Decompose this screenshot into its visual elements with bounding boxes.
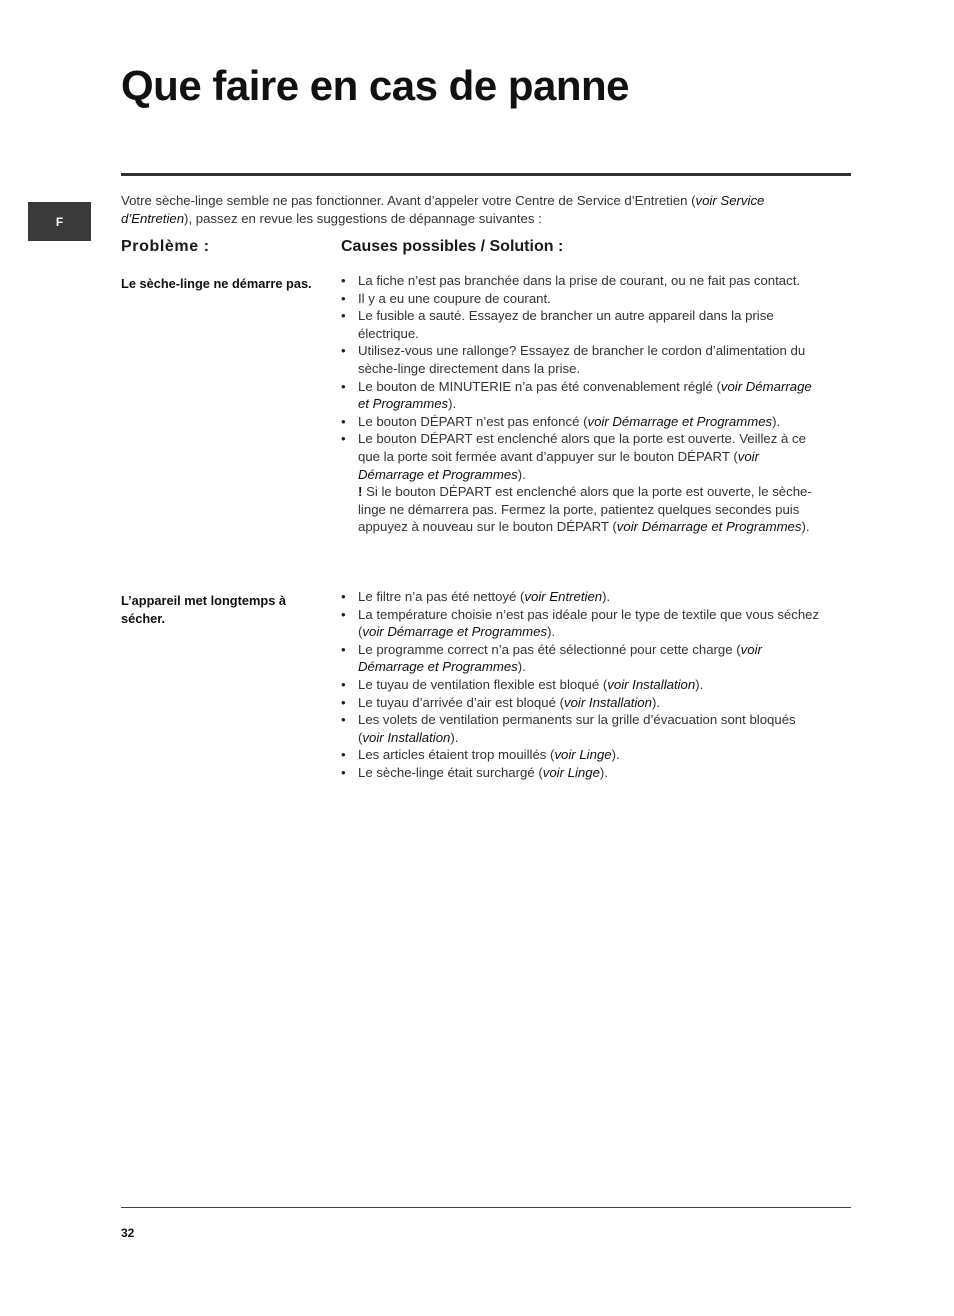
cause-text: Le fusible a sauté. Essayez de brancher un autre appareil dans la prise électrique.: [358, 308, 774, 341]
warning-icon: !: [358, 484, 363, 500]
list-item: [341, 272, 823, 290]
list-item: [341, 290, 823, 308]
warning-text-end: ).: [801, 519, 810, 535]
list-item: [341, 694, 823, 712]
page-number: 32: [121, 1226, 135, 1240]
cause-text-end: ).: [448, 396, 457, 412]
intro-text: Votre sèche-linge semble ne pas fonctionner. Avant d’appeler votre Centre de Service d’Entretien (: [121, 193, 696, 208]
list-item: [341, 430, 823, 536]
causes-list: [341, 272, 823, 536]
cause-text: Utilisez-vous une rallonge? Essayez de brancher le cordon d’alimentation du sèche-linge directement dans la prise.: [358, 343, 806, 376]
intro-reference: voir Service d’Entretien: [121, 193, 765, 226]
causes-list: [341, 588, 823, 782]
list-item: [341, 641, 823, 676]
cause-text-end: ).: [611, 747, 620, 763]
cause-text-end: ).: [602, 589, 611, 604]
list-item: [341, 307, 823, 342]
cause-text: Le tuyau d’arrivée d’air est bloqué (: [358, 694, 564, 710]
cause-text-end: ).: [517, 659, 526, 675]
list-item: [341, 342, 823, 377]
intro-paragraph: [121, 192, 821, 227]
causes-column-header: Causes possibles / Solution :: [341, 238, 564, 255]
cause-text: Le programme correct n’a pas été sélectionné pour cette charge (: [358, 641, 741, 657]
page-title: Que faire en cas de panne: [121, 62, 630, 109]
problem-title: L’appareil met longtemps à sécher.: [121, 593, 286, 626]
intro-text-end: ), passez en revue les suggestions de dépannage suivantes :: [184, 210, 542, 226]
warning-reference: voir Démarrage et Programmes: [616, 519, 802, 535]
cause-text: Il y a eu une coupure de courant.: [358, 290, 551, 306]
cause-reference: voir Entretien: [524, 589, 603, 604]
cause-text-end: ).: [651, 694, 661, 710]
language-tab: F: [28, 202, 91, 241]
cause-text-end: ).: [450, 729, 459, 745]
problem-title: Le sèche-linge ne démarre pas.: [121, 276, 312, 291]
cause-reference: voir Démarrage et Programmes: [358, 641, 762, 675]
cause-text-end: ).: [695, 676, 704, 692]
list-item: [341, 606, 823, 641]
cause-text: Le filtre n’a pas été nettoyé (: [358, 589, 525, 604]
list-item: [341, 746, 823, 764]
cause-reference: voir Installation: [607, 676, 696, 692]
cause-text: Le sèche-linge était surchargé (: [358, 764, 543, 780]
cause-text-end: ).: [772, 413, 781, 429]
list-item: [341, 711, 823, 746]
cause-text: Les articles étaient trop mouillés (: [358, 747, 555, 763]
cause-text: Le bouton de MINUTERIE n’a pas été convenablement réglé (: [358, 378, 721, 394]
cause-reference: voir Démarrage et Programmes: [358, 448, 759, 482]
cause-text: Le tuyau de ventilation flexible est bloqué (: [358, 676, 608, 692]
list-item: [341, 764, 823, 782]
list-item: [341, 676, 823, 694]
cause-reference: voir Installation: [362, 729, 451, 745]
problem-column-header: Problème :: [121, 238, 210, 255]
cause-reference: voir Linge: [554, 747, 612, 763]
cause-text-end: ).: [517, 466, 526, 482]
cause-text: Le bouton DÉPART n’est pas enfoncé (: [358, 413, 588, 429]
cause-text-end: ).: [547, 624, 556, 640]
cause-reference: voir Installation: [564, 694, 652, 710]
cause-reference: voir Démarrage et Programmes: [587, 413, 773, 429]
title-divider: [121, 173, 851, 176]
cause-text: Le bouton DÉPART est enclenché alors que la porte est ouverte. Veillez à ce que la porte soit fermée avant d’appuyer sur le bouton DÉPART (: [358, 431, 806, 464]
cause-text: La température choisie n’est pas idéale pour le type de textile que vous séchez (: [358, 606, 820, 640]
cause-text: La fiche n’est pas branchée dans la prise de courant, ou ne fait pas contact.: [358, 273, 801, 288]
footer-divider: [121, 1207, 851, 1208]
cause-reference: voir Linge: [542, 764, 600, 780]
list-item: [341, 588, 823, 606]
list-item: [341, 378, 823, 413]
warning-text: Si le bouton DÉPART est enclenché alors que la porte est ouverte, le sèche-linge ne démarrera pas. Fermez la porte, patientez quelques secondes puis appuyez à nouveau sur le bouton DÉPART (: [358, 484, 812, 535]
list-item: [341, 413, 823, 431]
cause-text: Les volets de ventilation permanents sur la grille d’évacuation sont bloqués (: [358, 712, 796, 745]
cause-text-end: ).: [599, 764, 608, 780]
cause-reference: voir Démarrage et Programmes: [362, 624, 548, 640]
cause-reference: voir Démarrage et Programmes: [358, 378, 812, 412]
